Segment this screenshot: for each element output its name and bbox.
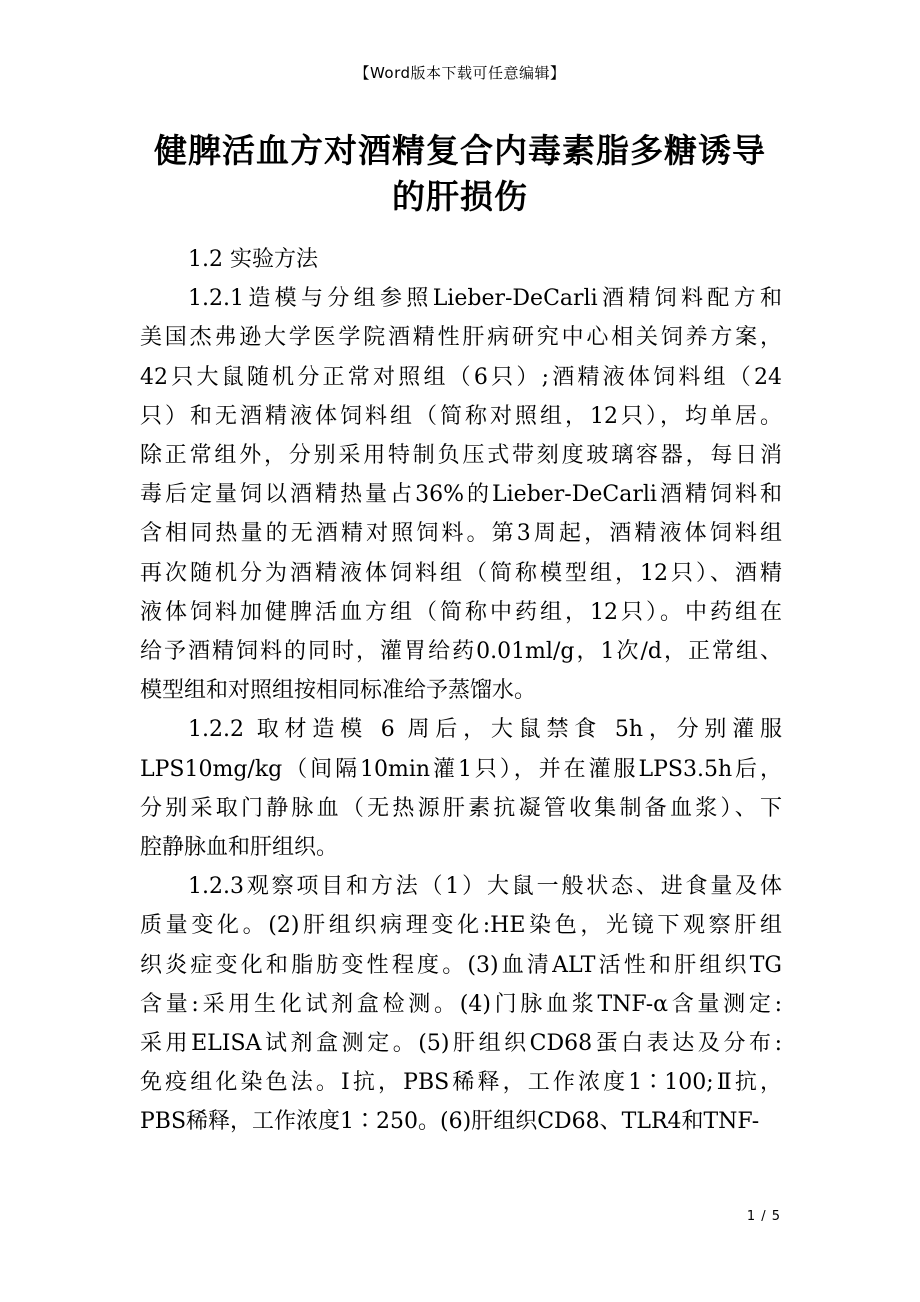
title-line-1: 健脾活血方对酒精复合内毒素脂多糖诱导 [154, 131, 766, 170]
title-line-2: 的肝损伤 [392, 177, 528, 216]
paragraph-line: 腔静脉血和肝组织。 [140, 835, 339, 861]
paragraph-line: 1.2.1造模与分组参照Lieber-DeCarli酒精饲料配方和 [188, 286, 782, 312]
paragraph-line: 毒后定量饲以酒精热量占36%的Lieber-DeCarli酒精饲料和 [140, 482, 782, 508]
paragraph-line: 分别采取门静脉血（无热源肝素抗凝管收集制备血浆）、下 [140, 795, 782, 821]
paragraph-line: PBS稀释，工作浓度1∶250。(6)肝组织CD68、TLR4和TNF- [140, 1109, 760, 1135]
heading-1-2: 1.2 实验方法 [188, 247, 318, 272]
page-header: 【Word版本下载可任意编辑】 [354, 64, 566, 82]
paragraph-line: 采用ELISA试剂盒测定。(5)肝组织CD68蛋白表达及分布: [140, 1031, 782, 1057]
paragraph-line: 质量变化。(2)肝组织病理变化:HE染色，光镜下观察肝组 [140, 913, 782, 939]
paragraph-line: 含量:采用生化试剂盒检测。(4)门脉血浆TNF-α含量测定: [140, 991, 782, 1017]
paragraph-line: 1.2.2 取材造模 6 周后，大鼠禁食 5h，分别灌服 [188, 717, 782, 743]
paragraph-line: 再次随机分为酒精液体饲料组（简称模型组，12只）、酒精 [140, 560, 782, 586]
paragraph-line: 美国杰弗逊大学医学院酒精性肝病研究中心相关饲养方案， [140, 325, 782, 351]
paragraph-line: 模型组和对照组按相同标准给予蒸馏水。 [140, 678, 537, 704]
paragraph-line: 含相同热量的无酒精对照饲料。第3周起，酒精液体饲料组 [140, 521, 782, 547]
document-body [140, 240, 782, 1142]
page-number: 1 / 5 [746, 1209, 781, 1224]
paragraph-line: 除正常组外，分别采用特制负压式带刻度玻璃容器，每日消 [140, 443, 782, 469]
paragraph-line: 42只大鼠随机分正常对照组（6只）;酒精液体饲料组（24 [140, 364, 782, 390]
paragraph-line: 织炎症变化和脂肪变性程度。(3)血清ALT活性和肝组织TG [140, 952, 782, 978]
paragraph-line: 1.2.3观察项目和方法（1）大鼠一般状态、进食量及体 [188, 874, 782, 900]
paragraph-line: 液体饲料加健脾活血方组（简称中药组，12只）。中药组在 [140, 599, 782, 625]
paragraph-line: 免疫组化染色法。Ⅰ抗，PBS稀释，工作浓度1∶100;Ⅱ抗， [140, 1070, 782, 1096]
paragraph-line: 只）和无酒精液体饲料组（简称对照组，12只），均单居。 [140, 403, 782, 429]
document-title [140, 128, 780, 220]
paragraph-line: 给予酒精饲料的同时，灌胃给药0.01ml/g，1次/d，正常组、 [140, 639, 782, 665]
paragraph-line: LPS10mg/kg（间隔10min灌1只），并在灌服LPS3.5h后， [140, 756, 782, 782]
